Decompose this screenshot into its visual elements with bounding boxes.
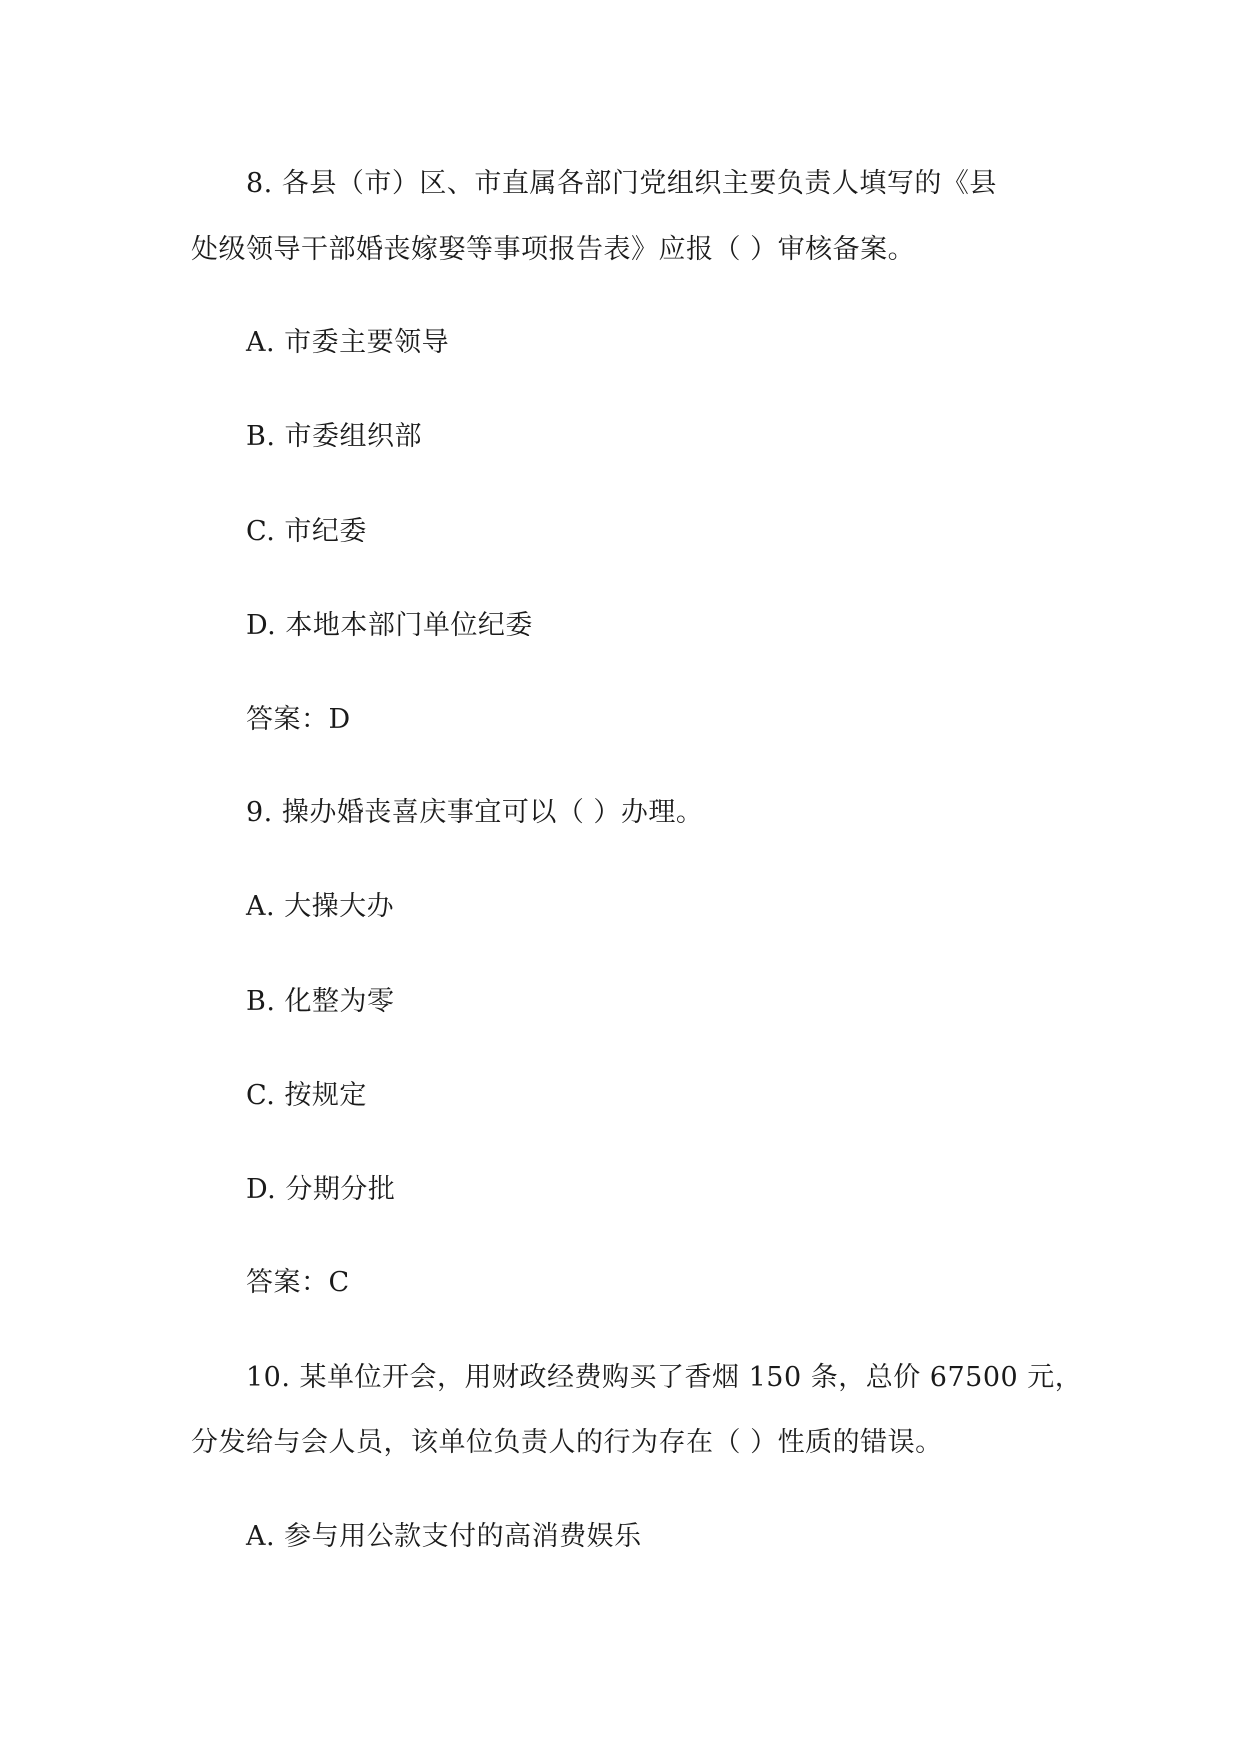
question-9-option-b: B. 化整为零 xyxy=(246,986,395,1017)
question-9-option-d: D. 分期分批 xyxy=(246,1174,396,1205)
question-10-text-line-1: 10. 某单位开会，用财政经费购买了香烟 150 条，总价 67500 元， xyxy=(246,1362,1083,1393)
question-9-option-c: C. 按规定 xyxy=(246,1080,367,1111)
question-8-text-line-2: 处级领导干部婚丧嫁娶等事项报告表》应报（ ）审核备案。 xyxy=(191,234,916,265)
question-8-option-c: C. 市纪委 xyxy=(246,516,367,547)
question-9-answer: 答案：C xyxy=(246,1267,350,1298)
question-10-option-a: A. 参与用公款支付的高消费娱乐 xyxy=(246,1521,642,1552)
question-9-option-a: A. 大操大办 xyxy=(246,891,395,922)
question-8-answer: 答案：D xyxy=(246,704,351,735)
question-8-text-line-1: 8. 各县（市）区、市直属各部门党组织主要负责人填写的《县 xyxy=(246,168,997,199)
question-9-text-line-1: 9. 操办婚丧喜庆事宜可以（ ）办理。 xyxy=(246,797,704,828)
question-10-text-line-2: 分发给与会人员，该单位负责人的行为存在（ ）性质的错误。 xyxy=(191,1427,943,1458)
question-8-option-b: B. 市委组织部 xyxy=(246,421,423,452)
question-8-option-d: D. 本地本部门单位纪委 xyxy=(246,610,533,641)
question-8-option-a: A. 市委主要领导 xyxy=(246,327,450,358)
